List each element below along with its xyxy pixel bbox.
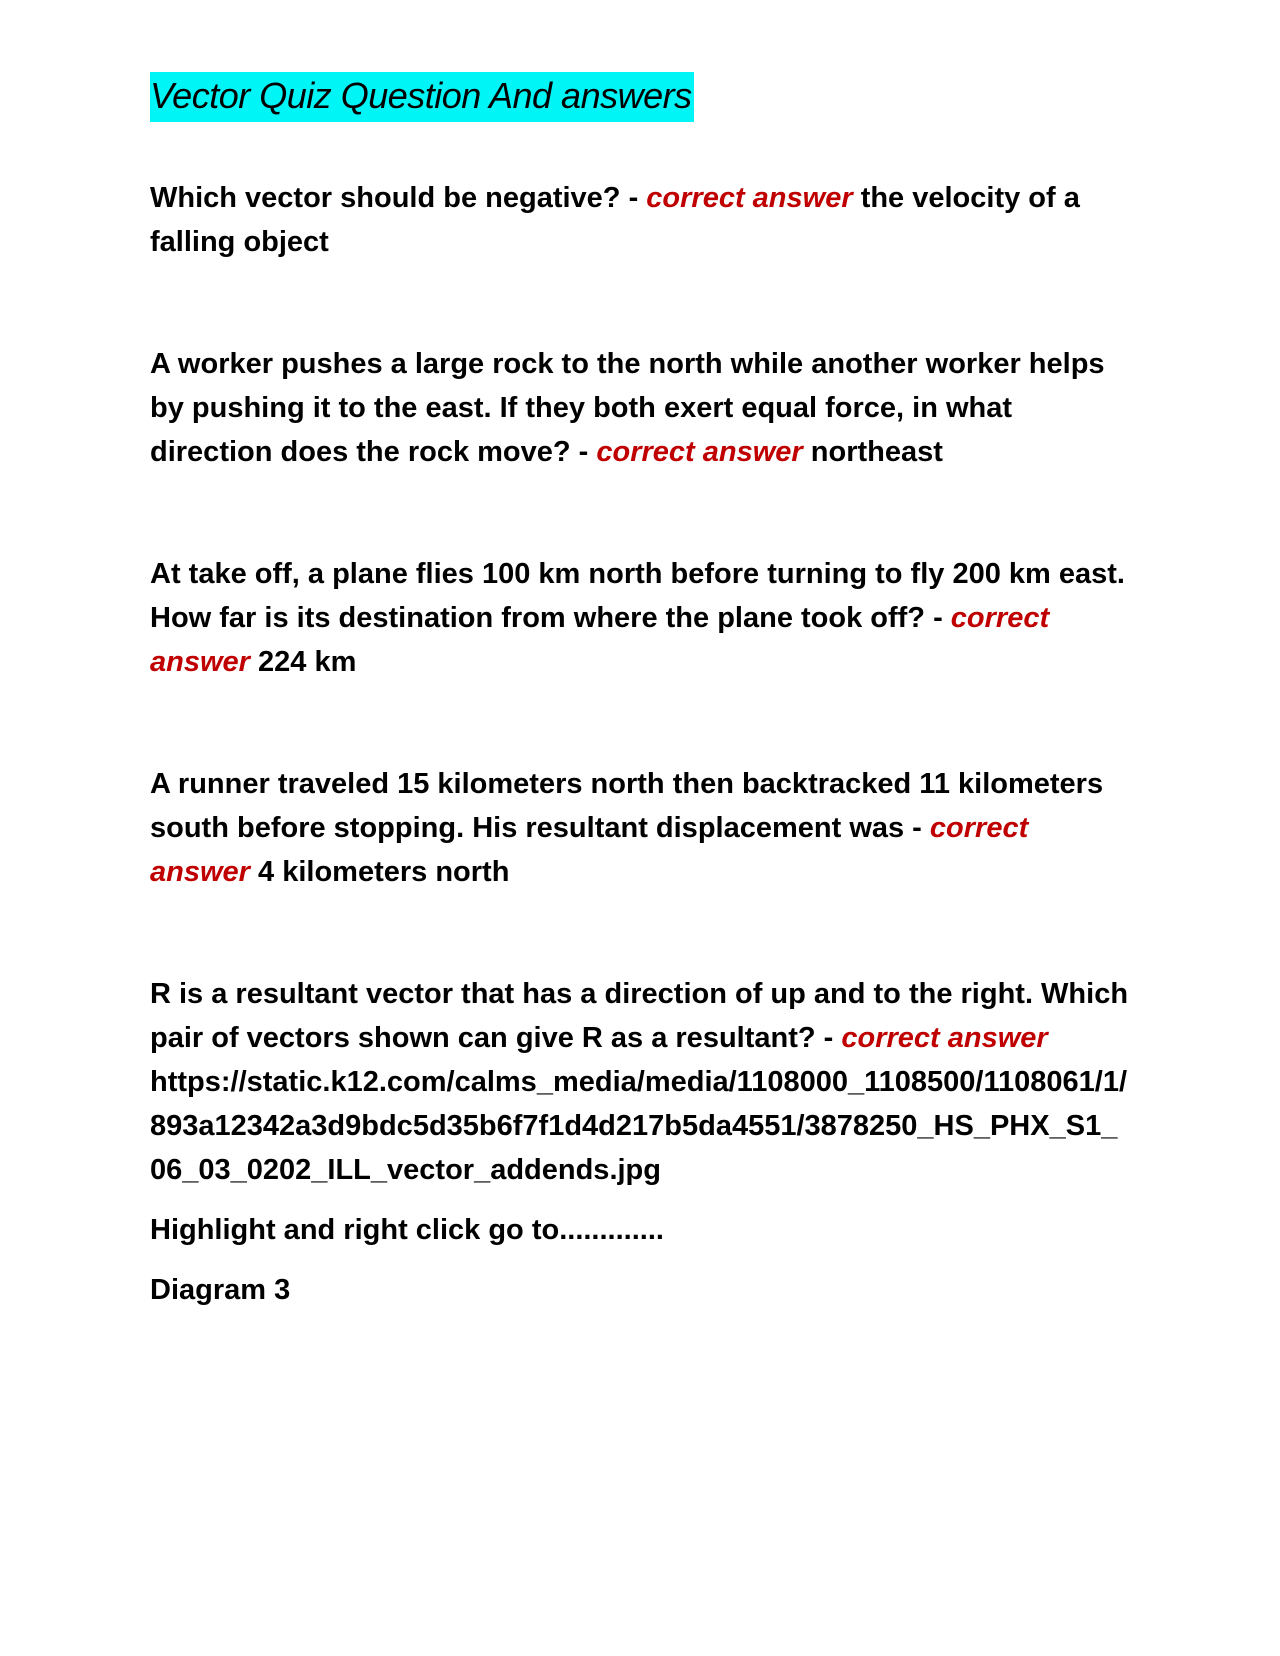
question-text: Which vector should be negative? -: [150, 182, 647, 214]
qa-item-3: [150, 552, 1130, 684]
question-text: At take off, a plane flies 100 km north before turning to fly 200 km east. How far is its destination from where the plane took off? -: [150, 558, 1125, 634]
answer-url-link[interactable]: https://static.k12.com/calms_media/media/1108000_1108500/1108061/1/893a12342a3d9bdc5d35b6f7f1d4d217b5da4551/3878250_HS_PHX_S1_06_03_0202_ILL_vector_addends.jpg: [150, 1066, 1128, 1186]
instruction-note: Highlight and right click go to.............: [150, 1214, 664, 1246]
qa-item-1: [150, 176, 1130, 264]
document-title: Vector Quiz Question And answers: [150, 72, 694, 122]
qa-item-5: [150, 972, 1130, 1192]
correct-answer-marker: correct answer: [150, 812, 1029, 888]
answer-text: Diagram 3: [150, 1274, 291, 1306]
answer-text: the velocity of a falling object: [150, 182, 1080, 258]
qa-item-4: [150, 762, 1130, 894]
correct-answer-marker: correct answer: [646, 182, 853, 214]
correct-answer-marker: correct answer: [596, 436, 803, 468]
correct-answer-marker: correct answer: [150, 602, 1050, 678]
question-text: R is a resultant vector that has a direction of up and to the right. Which pair of vectors shown can give R as a resultant? -: [150, 978, 1129, 1054]
qa-item-2: [150, 342, 1130, 474]
question-text: A worker pushes a large rock to the north while another worker helps by pushing it to the east. If they both exert equal force, in what direction does the rock move? -: [150, 348, 1105, 468]
answer-text: northeast: [810, 436, 943, 468]
answer-text: 4 kilometers north: [258, 856, 510, 888]
correct-answer-marker: correct answer: [841, 1022, 1048, 1054]
question-text: A runner traveled 15 kilometers north then backtracked 11 kilometers south before stopping. His resultant displacement was -: [150, 768, 1104, 844]
document-page: [150, 72, 1130, 1312]
answer-text: 224 km: [258, 646, 357, 678]
